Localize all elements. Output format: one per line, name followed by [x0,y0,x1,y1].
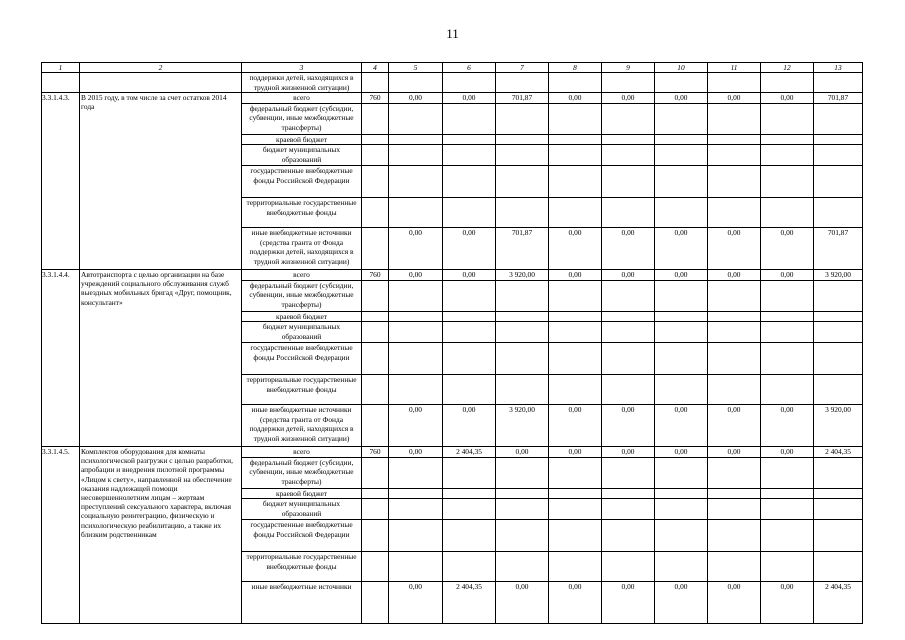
amount-cell [602,280,655,311]
amount-cell: 0,00 [602,270,655,281]
amount-cell: 0,00 [602,405,655,447]
amount-cell [708,103,761,134]
source-label: всего [242,93,362,104]
amount-cell [389,134,443,145]
amount-cell [708,552,761,582]
amount-cell [814,198,863,228]
amount-cell [443,499,496,520]
amount-cell [602,375,655,405]
ministry-code [362,134,389,145]
amount-cell [549,488,602,499]
amount-cell: 2 404,35 [443,447,496,458]
page-number: 11 [446,26,459,41]
amount-cell [655,375,708,405]
amount-cell: 0,00 [549,93,602,104]
amount-cell [496,280,549,311]
amount-cell [549,198,602,228]
amount-cell [655,280,708,311]
amount-cell [496,322,549,343]
source-label: государственные внебюджетные фонды Российской Федерации [242,166,362,198]
ministry-code [362,145,389,166]
amount-cell [761,488,814,499]
source-label: государственные внебюджетные фонды Российской Федерации [242,343,362,375]
ministry-code [362,582,389,624]
item-code: 3.3.1.4.3. [42,93,80,270]
ministry-code: 760 [362,93,389,104]
amount-cell: 0,00 [602,582,655,624]
amount-cell: 2 404,35 [443,582,496,624]
header-cell: 9 [602,63,655,73]
amount-cell: 0,00 [443,228,496,270]
continuation-row [42,73,863,93]
amount-cell [814,280,863,311]
table-row [42,270,863,281]
item-description: Комплектов оборудования для комнаты психологической разгрузки с целью разработки, апробации и внедрения пилотной программы «Лицом к свету», направленной на обеспечение оказания надлежащей помощи несовершеннолетним лицам – жертвам преступлений сексуального характера, включая социальную реинтеграцию, физическую и психологическую реабилитацию, а также их близким родственникам [80,447,242,624]
source-label: всего [242,270,362,281]
value-cell [389,73,443,93]
amount-cell [549,499,602,520]
amount-cell [708,198,761,228]
amount-cell [655,134,708,145]
code-cell [42,73,80,93]
amount-cell [761,552,814,582]
amount-cell [389,552,443,582]
amount-cell: 0,00 [389,447,443,458]
amount-cell: 0,00 [389,582,443,624]
amount-cell [549,375,602,405]
amount-cell [496,552,549,582]
source-label: иные внебюджетные источники (средства гранта от Фонда поддержки детей, находящихся в трудной жизненной ситуации) [242,228,362,270]
amount-cell: 0,00 [761,447,814,458]
amount-cell [655,457,708,488]
amount-cell [496,145,549,166]
ministry-code [362,343,389,375]
source-label: бюджет муниципальных образований [242,322,362,343]
amount-cell [708,280,761,311]
amount-cell [496,343,549,375]
amount-cell [708,134,761,145]
amount-cell [443,145,496,166]
item-description: Автотранспорта с целью организации на базе учреждений социального обслуживания служб выездных мобильных бригад «Друг, помощник, консультант» [80,270,242,447]
amount-cell [496,520,549,552]
amount-cell [602,457,655,488]
amount-cell: 0,00 [761,405,814,447]
amount-cell [549,134,602,145]
amount-cell [549,520,602,552]
amount-cell [602,145,655,166]
amount-cell [814,145,863,166]
amount-cell: 0,00 [655,405,708,447]
ministry-code [362,311,389,322]
amount-cell [443,488,496,499]
amount-cell [761,343,814,375]
amount-cell [814,488,863,499]
header-cell: 10 [655,63,708,73]
amount-cell [443,520,496,552]
amount-cell [443,198,496,228]
amount-cell: 0,00 [761,228,814,270]
amount-cell: 701,87 [814,93,863,104]
amount-cell: 0,00 [708,405,761,447]
amount-cell [655,166,708,198]
amount-cell: 0,00 [655,447,708,458]
amount-cell: 0,00 [708,228,761,270]
header-cell: 2 [80,63,242,73]
amount-cell: 0,00 [761,93,814,104]
amount-cell [814,134,863,145]
header-cell: 5 [389,63,443,73]
amount-cell [443,311,496,322]
amount-cell: 0,00 [549,270,602,281]
amount-cell: 3 920,00 [814,405,863,447]
ministry-code [362,457,389,488]
amount-cell [655,103,708,134]
amount-cell [443,134,496,145]
ministry-code: 760 [362,270,389,281]
amount-cell: 2 404,35 [814,447,863,458]
item-code: 3.3.1.4.4. [42,270,80,447]
amount-cell [761,134,814,145]
amount-cell: 0,00 [389,270,443,281]
source-label: поддержки детей, находящихся в трудной жизненной ситуации) [242,73,362,93]
amount-cell [389,103,443,134]
amount-cell [389,280,443,311]
amount-cell [761,145,814,166]
amount-cell [602,343,655,375]
amount-cell: 0,00 [496,447,549,458]
amount-cell [708,311,761,322]
amount-cell [389,311,443,322]
header-cell: 3 [242,63,362,73]
amount-cell [443,457,496,488]
amount-cell [602,322,655,343]
amount-cell [389,322,443,343]
value-cell [496,73,549,93]
amount-cell [814,552,863,582]
amount-cell [761,103,814,134]
amount-cell [761,499,814,520]
source-label: территориальные государственные внебюджетные фонды [242,552,362,582]
ministry-code [362,405,389,447]
amount-cell [496,198,549,228]
amount-cell [443,322,496,343]
value-cell [549,73,602,93]
amount-cell [602,488,655,499]
amount-cell [655,198,708,228]
amount-cell [549,145,602,166]
amount-cell [549,322,602,343]
amount-cell [761,520,814,552]
amount-cell [389,145,443,166]
amount-cell [814,166,863,198]
amount-cell: 0,00 [708,270,761,281]
amount-cell [496,499,549,520]
value-cell [708,73,761,93]
source-label: федеральный бюджет (субсидии, субвенции, иные межбюджетные трансферты) [242,280,362,311]
amount-cell [549,343,602,375]
amount-cell [443,343,496,375]
amount-cell [602,311,655,322]
source-label: бюджет муниципальных образований [242,145,362,166]
amount-cell: 0,00 [761,582,814,624]
header-cell: 12 [761,63,814,73]
amount-cell: 0,00 [496,582,549,624]
amount-cell [443,280,496,311]
amount-cell [389,499,443,520]
source-label: территориальные государственные внебюджетные фонды [242,198,362,228]
amount-cell [389,343,443,375]
amount-cell: 0,00 [655,582,708,624]
amount-cell: 0,00 [761,270,814,281]
source-label: иные внебюджетные источники [242,582,362,624]
item-code: 3.3.1.4.5. [42,447,80,624]
amount-cell [761,280,814,311]
amount-cell [389,166,443,198]
amount-cell [708,166,761,198]
amount-cell [655,145,708,166]
amount-cell [814,375,863,405]
amount-cell: 3 920,00 [496,405,549,447]
amount-cell [549,457,602,488]
amount-cell: 0,00 [708,582,761,624]
amount-cell [708,520,761,552]
amount-cell [602,552,655,582]
amount-cell: 0,00 [443,270,496,281]
amount-cell [761,457,814,488]
amount-cell: 0,00 [389,93,443,104]
amount-cell [655,343,708,375]
amount-cell [655,488,708,499]
amount-cell [602,499,655,520]
amount-cell [708,343,761,375]
amount-cell: 701,87 [496,93,549,104]
header-row [42,63,863,73]
amount-cell: 0,00 [549,447,602,458]
amount-cell [496,375,549,405]
ministry-code [362,103,389,134]
value-cell [443,73,496,93]
amount-cell: 0,00 [655,270,708,281]
source-label: всего [242,447,362,458]
amount-cell [655,552,708,582]
amount-cell: 0,00 [549,582,602,624]
amount-cell [761,311,814,322]
source-label: бюджет муниципальных образований [242,499,362,520]
amount-cell: 0,00 [708,93,761,104]
amount-cell [443,375,496,405]
amount-cell [761,322,814,343]
amount-cell: 0,00 [655,228,708,270]
amount-cell [443,166,496,198]
amount-cell: 0,00 [389,228,443,270]
amount-cell [549,311,602,322]
amount-cell: 0,00 [389,405,443,447]
amount-cell [496,457,549,488]
header-cell: 7 [496,63,549,73]
ministry-code [362,280,389,311]
amount-cell [814,457,863,488]
amount-cell [549,166,602,198]
amount-cell [389,198,443,228]
amount-cell [443,103,496,134]
source-label: федеральный бюджет (субсидии, субвенции, иные межбюджетные трансферты) [242,103,362,134]
amount-cell: 0,00 [549,228,602,270]
amount-cell [814,499,863,520]
amount-cell [761,198,814,228]
value-cell [761,73,814,93]
ministry-code [362,322,389,343]
amount-cell [602,166,655,198]
source-label: краевой бюджет [242,488,362,499]
value-cell [814,73,863,93]
amount-cell: 0,00 [708,447,761,458]
amount-cell [496,488,549,499]
description-cell [80,73,242,93]
ministry-code: 760 [362,447,389,458]
source-label: краевой бюджет [242,134,362,145]
header-cell: 6 [443,63,496,73]
amount-cell [814,520,863,552]
amount-cell: 0,00 [549,405,602,447]
amount-cell [708,499,761,520]
amount-cell: 0,00 [443,405,496,447]
amount-cell [655,499,708,520]
amount-cell [814,103,863,134]
header-cell: 11 [708,63,761,73]
amount-cell: 2 404,35 [814,582,863,624]
amount-cell [496,166,549,198]
amount-cell: 0,00 [602,93,655,104]
amount-cell: 701,87 [814,228,863,270]
ministry-code [362,488,389,499]
amount-cell: 0,00 [443,93,496,104]
amount-cell [761,375,814,405]
header-cell: 4 [362,63,389,73]
value-cell [362,73,389,93]
amount-cell: 0,00 [655,93,708,104]
amount-cell [708,457,761,488]
amount-cell [655,311,708,322]
amount-cell [602,134,655,145]
amount-cell [708,375,761,405]
source-label: государственные внебюджетные фонды Российской Федерации [242,520,362,552]
amount-cell [761,166,814,198]
ministry-code [362,198,389,228]
source-label: территориальные государственные внебюджетные фонды [242,375,362,405]
table-row [42,93,863,104]
amount-cell [708,488,761,499]
source-label: краевой бюджет [242,311,362,322]
ministry-code [362,499,389,520]
amount-cell [708,145,761,166]
amount-cell [549,552,602,582]
amount-cell: 3 920,00 [814,270,863,281]
ministry-code [362,166,389,198]
amount-cell [814,343,863,375]
amount-cell [602,198,655,228]
item-description: В 2015 году, в том числе за счет остатков 2014 года [80,93,242,270]
header-cell: 8 [549,63,602,73]
amount-cell [814,311,863,322]
budget-table [41,62,863,624]
value-cell [655,73,708,93]
amount-cell [708,322,761,343]
amount-cell [549,280,602,311]
amount-cell [443,552,496,582]
header-cell: 13 [814,63,863,73]
amount-cell [602,103,655,134]
ministry-code [362,552,389,582]
amount-cell: 0,00 [602,228,655,270]
amount-cell [496,134,549,145]
ministry-code [362,228,389,270]
table-row [42,447,863,458]
amount-cell [389,488,443,499]
amount-cell: 3 920,00 [496,270,549,281]
amount-cell [389,457,443,488]
amount-cell [496,311,549,322]
amount-cell [655,322,708,343]
amount-cell [655,520,708,552]
amount-cell [496,103,549,134]
amount-cell [602,520,655,552]
source-label: иные внебюджетные источники (средства гранта от Фонда поддержки детей, находящихся в трудной жизненной ситуации) [242,405,362,447]
amount-cell: 0,00 [602,447,655,458]
header-cell: 1 [42,63,80,73]
amount-cell: 701,87 [496,228,549,270]
value-cell [602,73,655,93]
source-label: федеральный бюджет (субсидии, субвенции, иные межбюджетные трансферты) [242,457,362,488]
amount-cell [389,520,443,552]
amount-cell [389,375,443,405]
amount-cell [549,103,602,134]
ministry-code [362,520,389,552]
ministry-code [362,375,389,405]
amount-cell [814,322,863,343]
